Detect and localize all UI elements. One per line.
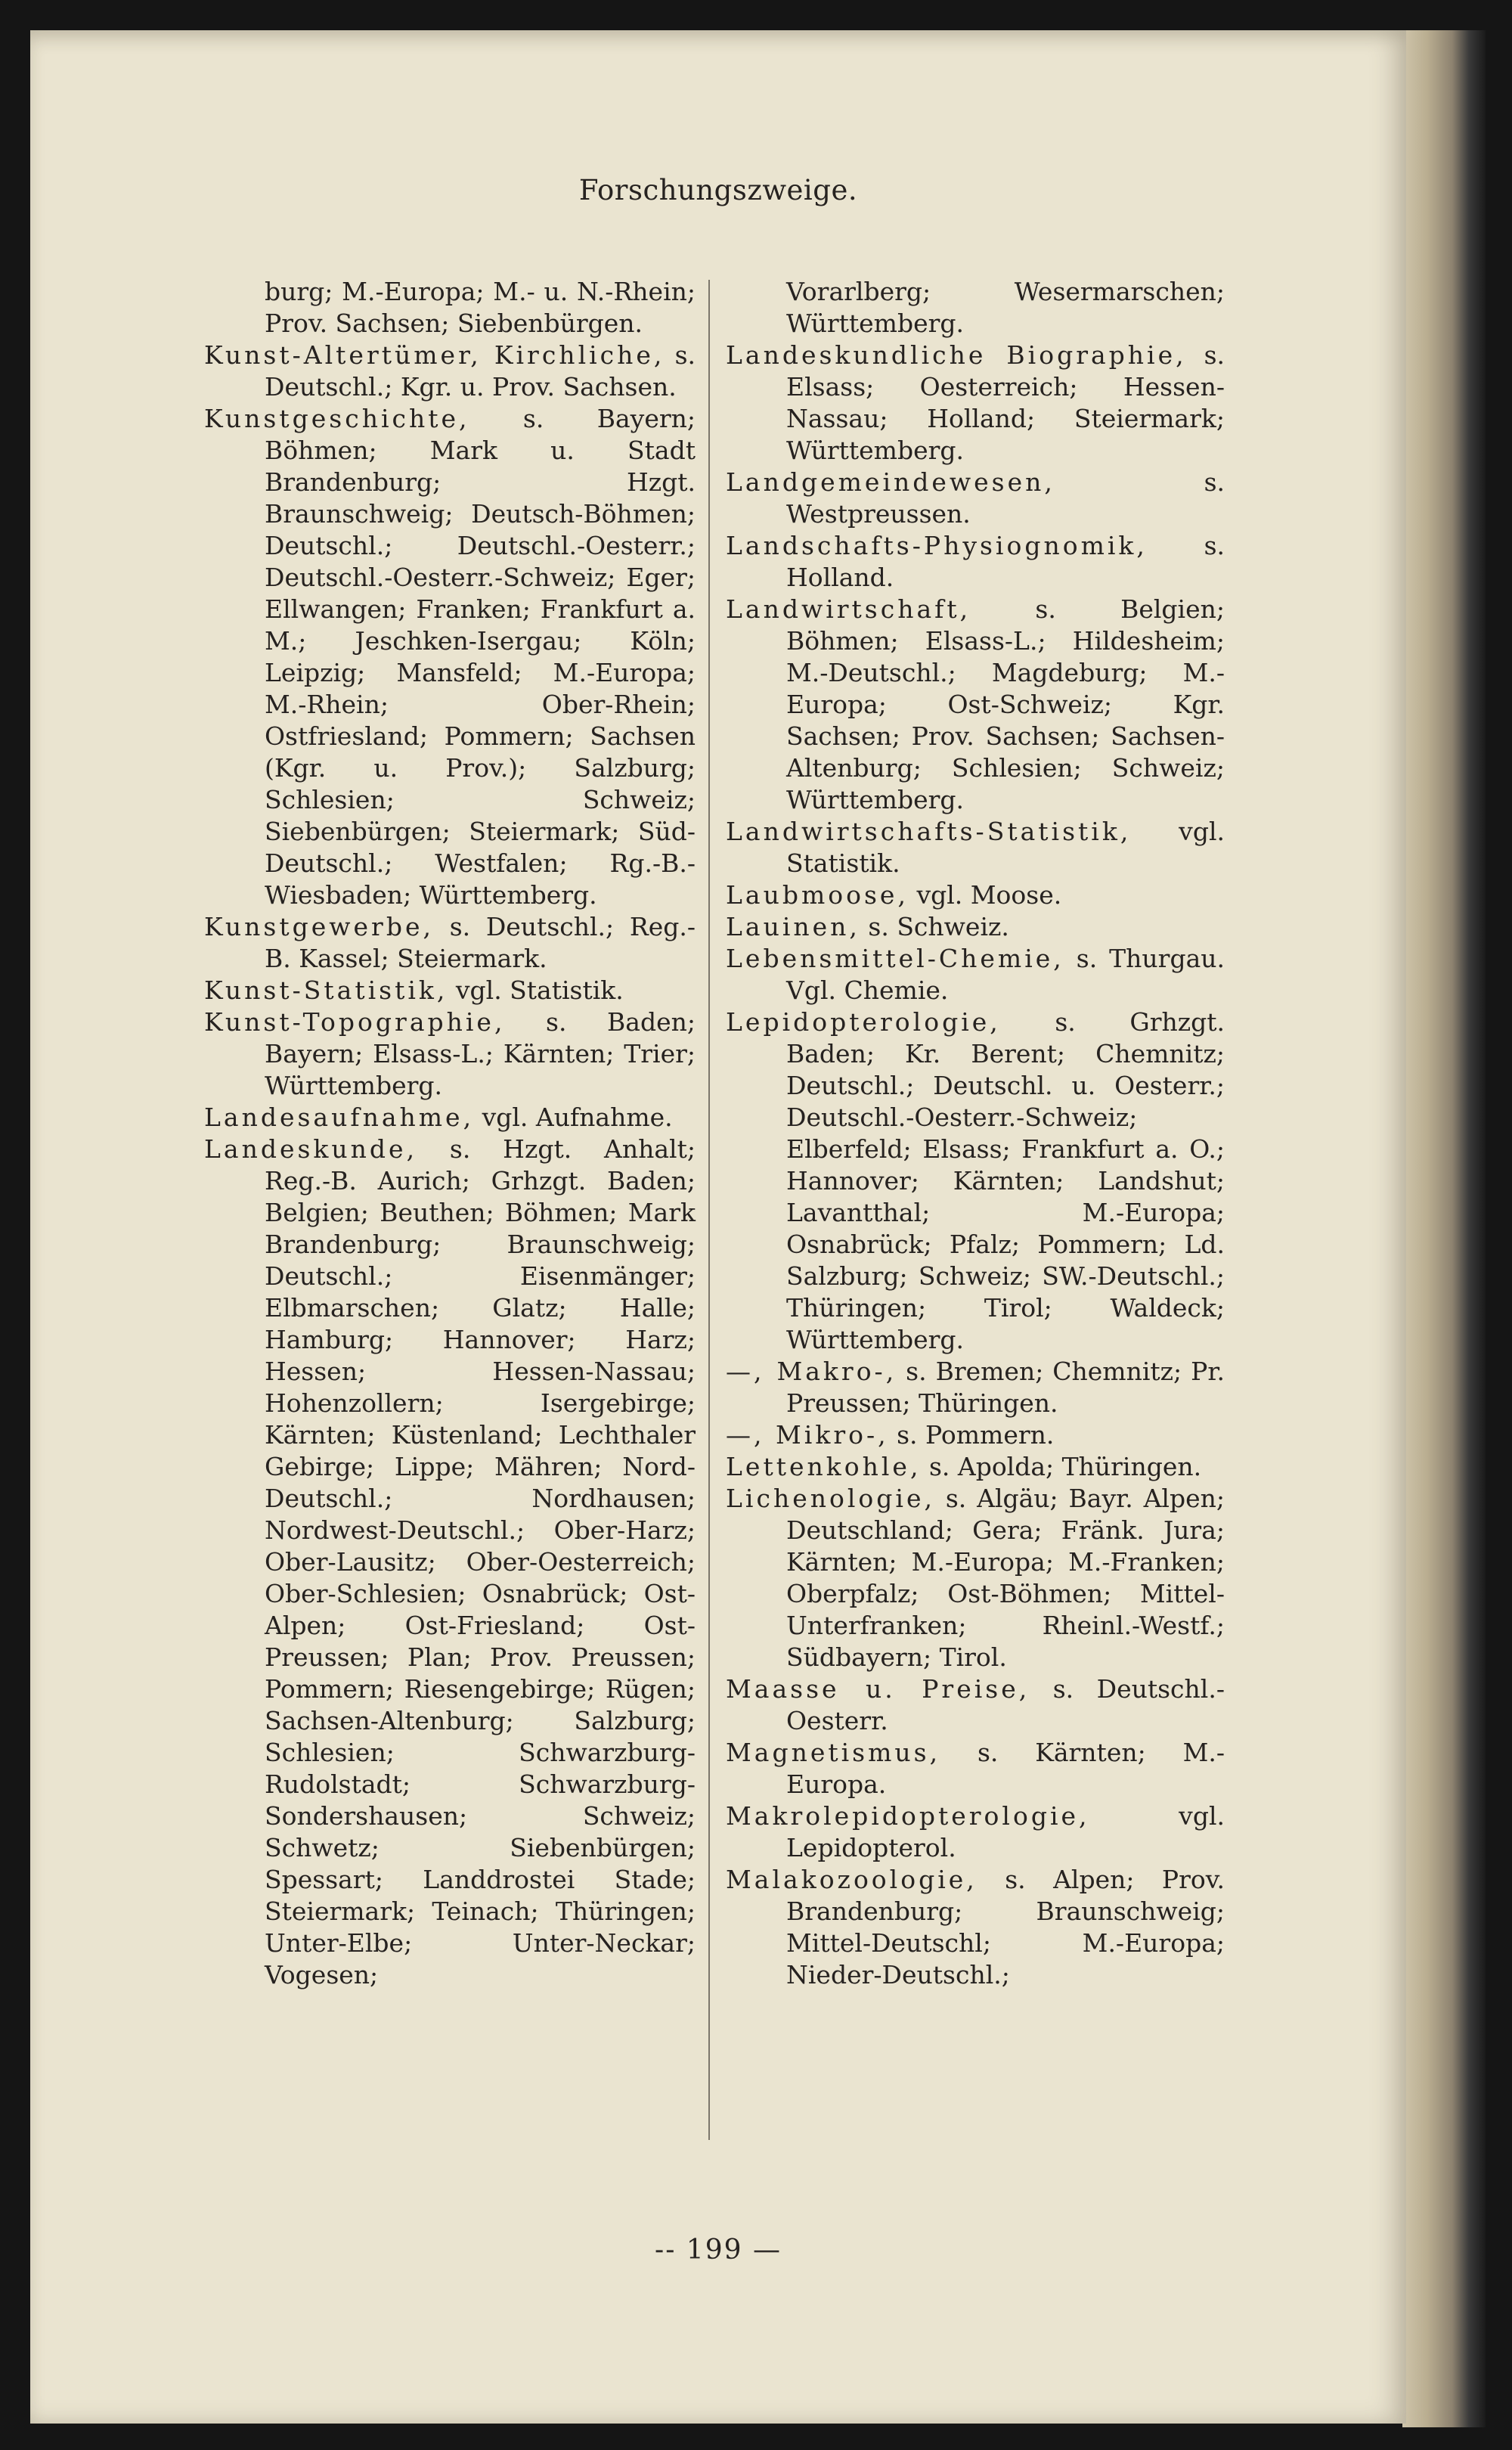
entry-text: s. Hzgt. Anhalt; Reg.-B. Aurich; Grhzgt. Baden; Belgien; Beuthen; Böhmen; Mark Brandenburg; Braunschweig; Deutschl.; Eisenmänger; Elbmarschen; Glatz; Halle; Hamburg; Hannover; Harz; Hessen; Hessen-Nassau; Hohenzollern; Isergebirge; Kärnten; Küstenland; Lechthaler Gebirge; Lippe; Mähren; Nord-Deutschl.; Nordhausen; Nordwest-Deutschl.; Ober-Harz; Ober-Lausitz; Ober-Oesterreich; Ober-Schlesien; Osnabrück; Ost-Alpen; Ost-Friesland; Ost-Preussen; Plan; Prov. Preussen; Pommern; Riesengebirge; Rügen; Sachsen-Altenburg; Salzburg; Schlesien; Schwarzburg-Rudolstadt; Schwarzburg-Sondershausen; Schweiz; Schwetz; Siebenbürgen; Spessart; Landdrostei Stade; Steiermark; Teinach; Thüringen; Unter-Elbe; Unter-Neckar; Vogesen; xyxy=(265,1134,696,1989)
right-column xyxy=(726,276,1225,1991)
index-entry xyxy=(204,1102,696,1134)
entry-text: vgl. Moose. xyxy=(908,880,1062,910)
entry-text: s. Elsass; Oesterreich; Hessen-Nassau; Holland; Steiermark; Württemberg. xyxy=(786,340,1225,465)
entry-text: s. Pommern. xyxy=(888,1420,1055,1450)
index-entry xyxy=(726,1737,1225,1800)
entry-term: Laubmoose, xyxy=(726,880,909,910)
entry-text: s. Holland. xyxy=(786,531,1225,592)
book-spine xyxy=(1402,30,1486,2427)
index-entry xyxy=(726,1800,1225,1864)
index-entry xyxy=(726,943,1225,1006)
index-entry xyxy=(726,1419,1225,1451)
entry-term: Landeskunde, xyxy=(204,1134,418,1164)
entry-text: s. Algäu; Bayr. Alpen; Deutschland; Gera; Fränk. Jura; Kärnten; M.-Europa; M.-Franken; Oberpfalz; Ost-Böhmen; Mittel-Unterfranken; Rheinl.-Westf.; Südbayern; Tirol. xyxy=(786,1484,1225,1672)
entry-text: s. Deutschl.-Oesterr. xyxy=(786,1674,1225,1735)
entry-term: Landgemeindewesen, xyxy=(726,467,1055,497)
index-entry xyxy=(726,1451,1225,1483)
entry-term: Lepidopterologie, xyxy=(726,1007,1001,1037)
left-continuation: burg; M.-Europa; M.- u. N.-Rhein; Prov. Sachsen; Siebenbürgen. xyxy=(265,277,696,338)
entry-term: Kunstgeschichte, xyxy=(204,404,470,433)
entry-text: vgl. Lepidopterol. xyxy=(786,1801,1225,1862)
entry-term: Lebensmittel-Chemie, xyxy=(726,944,1064,973)
entry-term: Landesaufnahme, xyxy=(204,1102,475,1132)
book-page xyxy=(30,30,1406,2424)
entry-text: s. Bremen; Chemnitz; Pr. Preussen; Thüringen. xyxy=(786,1357,1225,1418)
page-header: Forschungszweige. xyxy=(578,174,858,206)
column-divider xyxy=(708,280,710,2140)
entry-term: Kunst-Statistik, xyxy=(204,975,448,1005)
index-entry xyxy=(726,816,1225,879)
entry-text: s. Thurgau. Vgl. Chemie. xyxy=(786,944,1225,1005)
right-continuation: Vorarlberg; Wesermarschen; Württemberg. xyxy=(786,277,1225,338)
entry-text: s. Kärnten; M.-Europa. xyxy=(786,1738,1225,1799)
index-entry xyxy=(726,1673,1225,1737)
index-entry xyxy=(726,340,1225,467)
entry-text: s. Deutschl.; Kgr. u. Prov. Sachsen. xyxy=(265,340,696,402)
entry-term: Lettenkohle, xyxy=(726,1452,922,1481)
entry-text: vgl. Aufnahme. xyxy=(474,1102,673,1132)
entry-term: Landwirtschafts-Statistik, xyxy=(726,817,1132,846)
entry-term: Landschafts-Physiognomik, xyxy=(726,531,1148,560)
entry-term: Lauinen, xyxy=(726,912,860,941)
entry-term: Maasse u. Preise, xyxy=(726,1674,1030,1704)
index-entry xyxy=(726,911,1225,943)
entry-text: s. Baden; Bayern; Elsass-L.; Kärnten; Trier; Württemberg. xyxy=(265,1007,696,1100)
entry-text: vgl. Statistik. xyxy=(786,817,1225,878)
index-entry xyxy=(204,403,696,911)
index-entry xyxy=(726,530,1225,594)
entry-term: Kunst-Altertümer, Kirchliche, xyxy=(204,340,665,370)
entry-text: s. Grhzgt. Baden; Kr. Berent; Chemnitz; Deutschl.; Deutschl. u. Oesterr.; Deutschl.-Oesterr.-Schweiz; Elberfeld; Elsass; Frankfurt a. O.; Hannover; Kärnten; Landshut; Lavantthal; M.-Europa; Osnabrück; Pfalz; Pommern; Ld. Salzburg; Schweiz; SW.-Deutschl.; Thüringen; Tirol; Waldeck; Württemberg. xyxy=(786,1007,1225,1354)
index-entry xyxy=(204,1006,696,1102)
entry-text: s. Apolda; Thüringen. xyxy=(921,1452,1202,1481)
index-entry xyxy=(726,1864,1225,1991)
index-entry xyxy=(726,467,1225,530)
index-entry xyxy=(204,975,696,1006)
index-entry xyxy=(726,1006,1225,1356)
entry-text: s. Schweiz. xyxy=(860,912,1009,941)
index-entry xyxy=(726,1356,1225,1419)
page-number: -- 199 — xyxy=(655,2234,782,2265)
left-column xyxy=(204,276,696,1991)
entry-term: Lichenologie, xyxy=(726,1484,935,1513)
entry-term: Makrolepidopterologie, xyxy=(726,1801,1090,1831)
entry-text: s. Deutschl.; Reg.-B. Kassel; Steiermark. xyxy=(265,912,696,973)
entry-text: vgl. Statistik. xyxy=(448,975,624,1005)
entry-term: —, Makro-, xyxy=(726,1357,897,1386)
index-entry xyxy=(726,1483,1225,1673)
entry-term: Landwirtschaft, xyxy=(726,594,971,624)
index-entry xyxy=(204,1134,696,1991)
entry-text: s. Alpen; Prov. Brandenburg; Braunschweig; Mittel-Deutschl; M.-Europa; Nieder-Deutschl.; xyxy=(786,1865,1225,1989)
entry-term: —, Mikro-, xyxy=(726,1420,889,1450)
entry-term: Magnetismus, xyxy=(726,1738,941,1767)
index-entry xyxy=(204,911,696,975)
index-entry xyxy=(204,340,696,403)
entry-text: s. Westpreussen. xyxy=(786,467,1225,529)
entry-term: Landeskundliche Biographie, xyxy=(726,340,1187,370)
entry-text: s. Belgien; Böhmen; Elsass-L.; Hildesheim; M.-Deutschl.; Magdeburg; M.-Europa; Ost-Schweiz; Kgr. Sachsen; Prov. Sachsen; Sachsen-Altenburg; Schlesien; Schweiz; Württemberg. xyxy=(786,594,1225,814)
entry-term: Malakozoologie, xyxy=(726,1865,978,1894)
entry-term: Kunstgewerbe, xyxy=(204,912,434,941)
index-entry xyxy=(726,594,1225,816)
entry-text: s. Bayern; Böhmen; Mark u. Stadt Brandenburg; Hzgt. Braunschweig; Deutsch-Böhmen; Deutschl.; Deutschl.-Oesterr.; Deutschl.-Oesterr.-Schweiz; Eger; Ellwangen; Franken; Frankfurt a. M.; Jeschken-Isergau; Köln; Leipzig; Mansfeld; M.-Europa; M.-Rhein; Ober-Rhein; Ostfriesland; Pommern; Sachsen (Kgr. u. Prov.); Salzburg; Schlesien; Schweiz; Siebenbürgen; Steiermark; Süd-Deutschl.; Westfalen; Rg.-B.-Wiesbaden; Württemberg. xyxy=(265,404,696,910)
entry-term: Kunst-Topographie, xyxy=(204,1007,506,1037)
index-entry xyxy=(726,879,1225,911)
